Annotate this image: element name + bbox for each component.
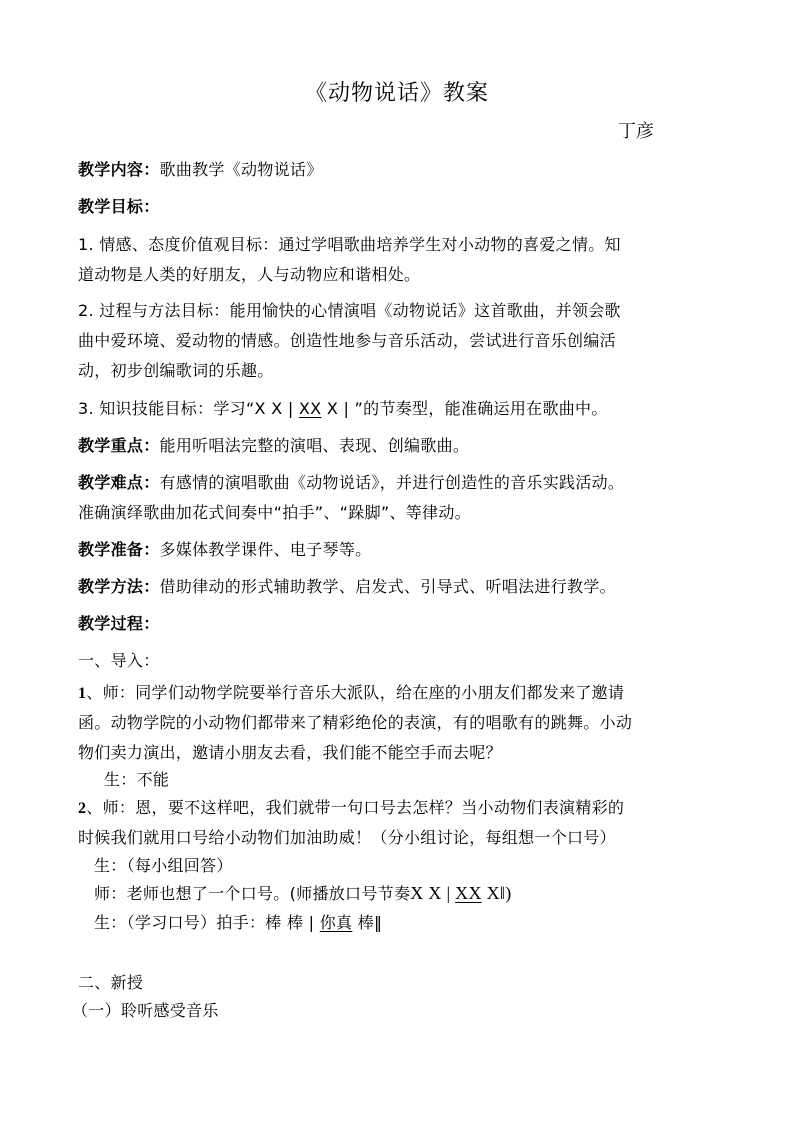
intro-paragraph-1-line-2: 函。动物学院的小动物们都带来了精彩绝伦的表演，有的唱歌有的跳舞。小动 [78, 713, 633, 732]
key-points [78, 433, 469, 456]
student-slogan-prefix: 生：（学习口号）拍手：棒 棒 | [94, 913, 320, 932]
difficulty-text: 有感情的演唱歌曲《动物说话》，并进行创造性的音乐实践活动。 [159, 473, 625, 492]
teacher-slogan-line [94, 881, 512, 904]
key-points-label: 教学重点： [78, 436, 160, 455]
student-learn-slogan [94, 910, 382, 933]
intro-heading: 一、导入： [78, 651, 160, 670]
intro-paragraph-1-line-1 [78, 680, 624, 703]
teaching-content-label: 教学内容： [78, 160, 160, 179]
goal-2-line-2: 曲中爱环境、爱动物的情感。创造性地参与音乐活动，尝试进行音乐创编活 [78, 331, 616, 350]
intro-p2-line1-text: 、师：恩，要不这样吧，我们就带一句口号去怎样？当小动物们表演精彩的 [86, 798, 625, 817]
intro-paragraph-2-line-1 [78, 795, 624, 818]
difficulty-line-2: 准确演绎歌曲加花式间奏中“拍手”、“跺脚”、等律动。 [78, 503, 471, 522]
student-reply-1: 生：不能 [104, 770, 170, 789]
new-lesson-heading: 二、新授 [78, 973, 144, 992]
slogan-rhythm-a: X X | [410, 883, 456, 903]
new-lesson-sub-1: （一）聆听感受音乐 [72, 1001, 219, 1020]
slogan-rhythm-underlined: XX [455, 883, 482, 903]
author-name: 丁彦 [618, 121, 654, 142]
teaching-content-text: 歌曲教学《动物说话》 [159, 160, 323, 179]
teacher-slogan-prefix: 师：老师也想了一个口号。(师播放口号节奏 [94, 884, 411, 903]
student-reply-2: 生：（每小组回答） [94, 856, 233, 875]
preparation-text: 多媒体教学课件、电子琴等。 [159, 540, 372, 559]
method-label: 教学方法： [78, 577, 160, 596]
goal-2-line-3: 动，初步创编歌词的乐趣。 [78, 361, 274, 380]
student-slogan-suffix: 棒‖ [352, 913, 383, 932]
intro-p1-line1-text: 、师：同学们动物学院要举行音乐大派队，给在座的小朋友们都发来了邀请 [86, 683, 625, 702]
goal-2-line-1: 2. 过程与方法目标：能用愉快的心情演唱《动物说话》这首歌曲，并领会歌 [78, 301, 621, 320]
goal-3-suffix: X | ”的节奏型，能准确运用在歌曲中。 [321, 399, 608, 418]
method-text: 借助律动的形式辅助教学、启发式、引导式、听唱法进行教学。 [159, 577, 616, 596]
intro-p2-number: 2 [78, 800, 87, 817]
preparation-label: 教学准备： [78, 540, 160, 559]
intro-p1-number: 1 [78, 685, 87, 702]
key-points-text: 能用听唱法完整的演唱、表现、创编歌曲。 [159, 436, 470, 455]
difficulty-label: 教学难点： [78, 473, 160, 492]
teaching-content [78, 157, 323, 180]
method [78, 574, 616, 597]
slogan-rhythm-b: X‖) [481, 883, 512, 903]
goal-3 [78, 396, 608, 419]
student-slogan-underlined: 你真 [319, 913, 353, 932]
goal-3-prefix: 3. 知识技能目标：学习“X X | [78, 399, 299, 418]
difficulty [78, 470, 624, 493]
goal-1-line-1: 1. 情感、态度价值观目标：通过学唱歌曲培养学生对小动物的喜爱之情。知 [78, 235, 621, 254]
document-title: 《动物说话》教案 [304, 81, 489, 106]
preparation [78, 537, 371, 560]
intro-paragraph-2-line-2: 时候我们就用口号给小动物们加油助威！（分小组讨论，每组想一个口号） [78, 828, 616, 847]
process-label: 教学过程： [78, 614, 160, 633]
teaching-goals-label: 教学目标： [78, 197, 160, 216]
intro-paragraph-1-line-3: 物们卖力演出，邀请小朋友去看，我们能不能空手而去呢？ [78, 743, 502, 762]
goal-1-line-2: 道动物是人类的好朋友，人与动物应和谐相处。 [78, 265, 421, 284]
goal-3-rhythm-underlined: XX [298, 399, 322, 418]
